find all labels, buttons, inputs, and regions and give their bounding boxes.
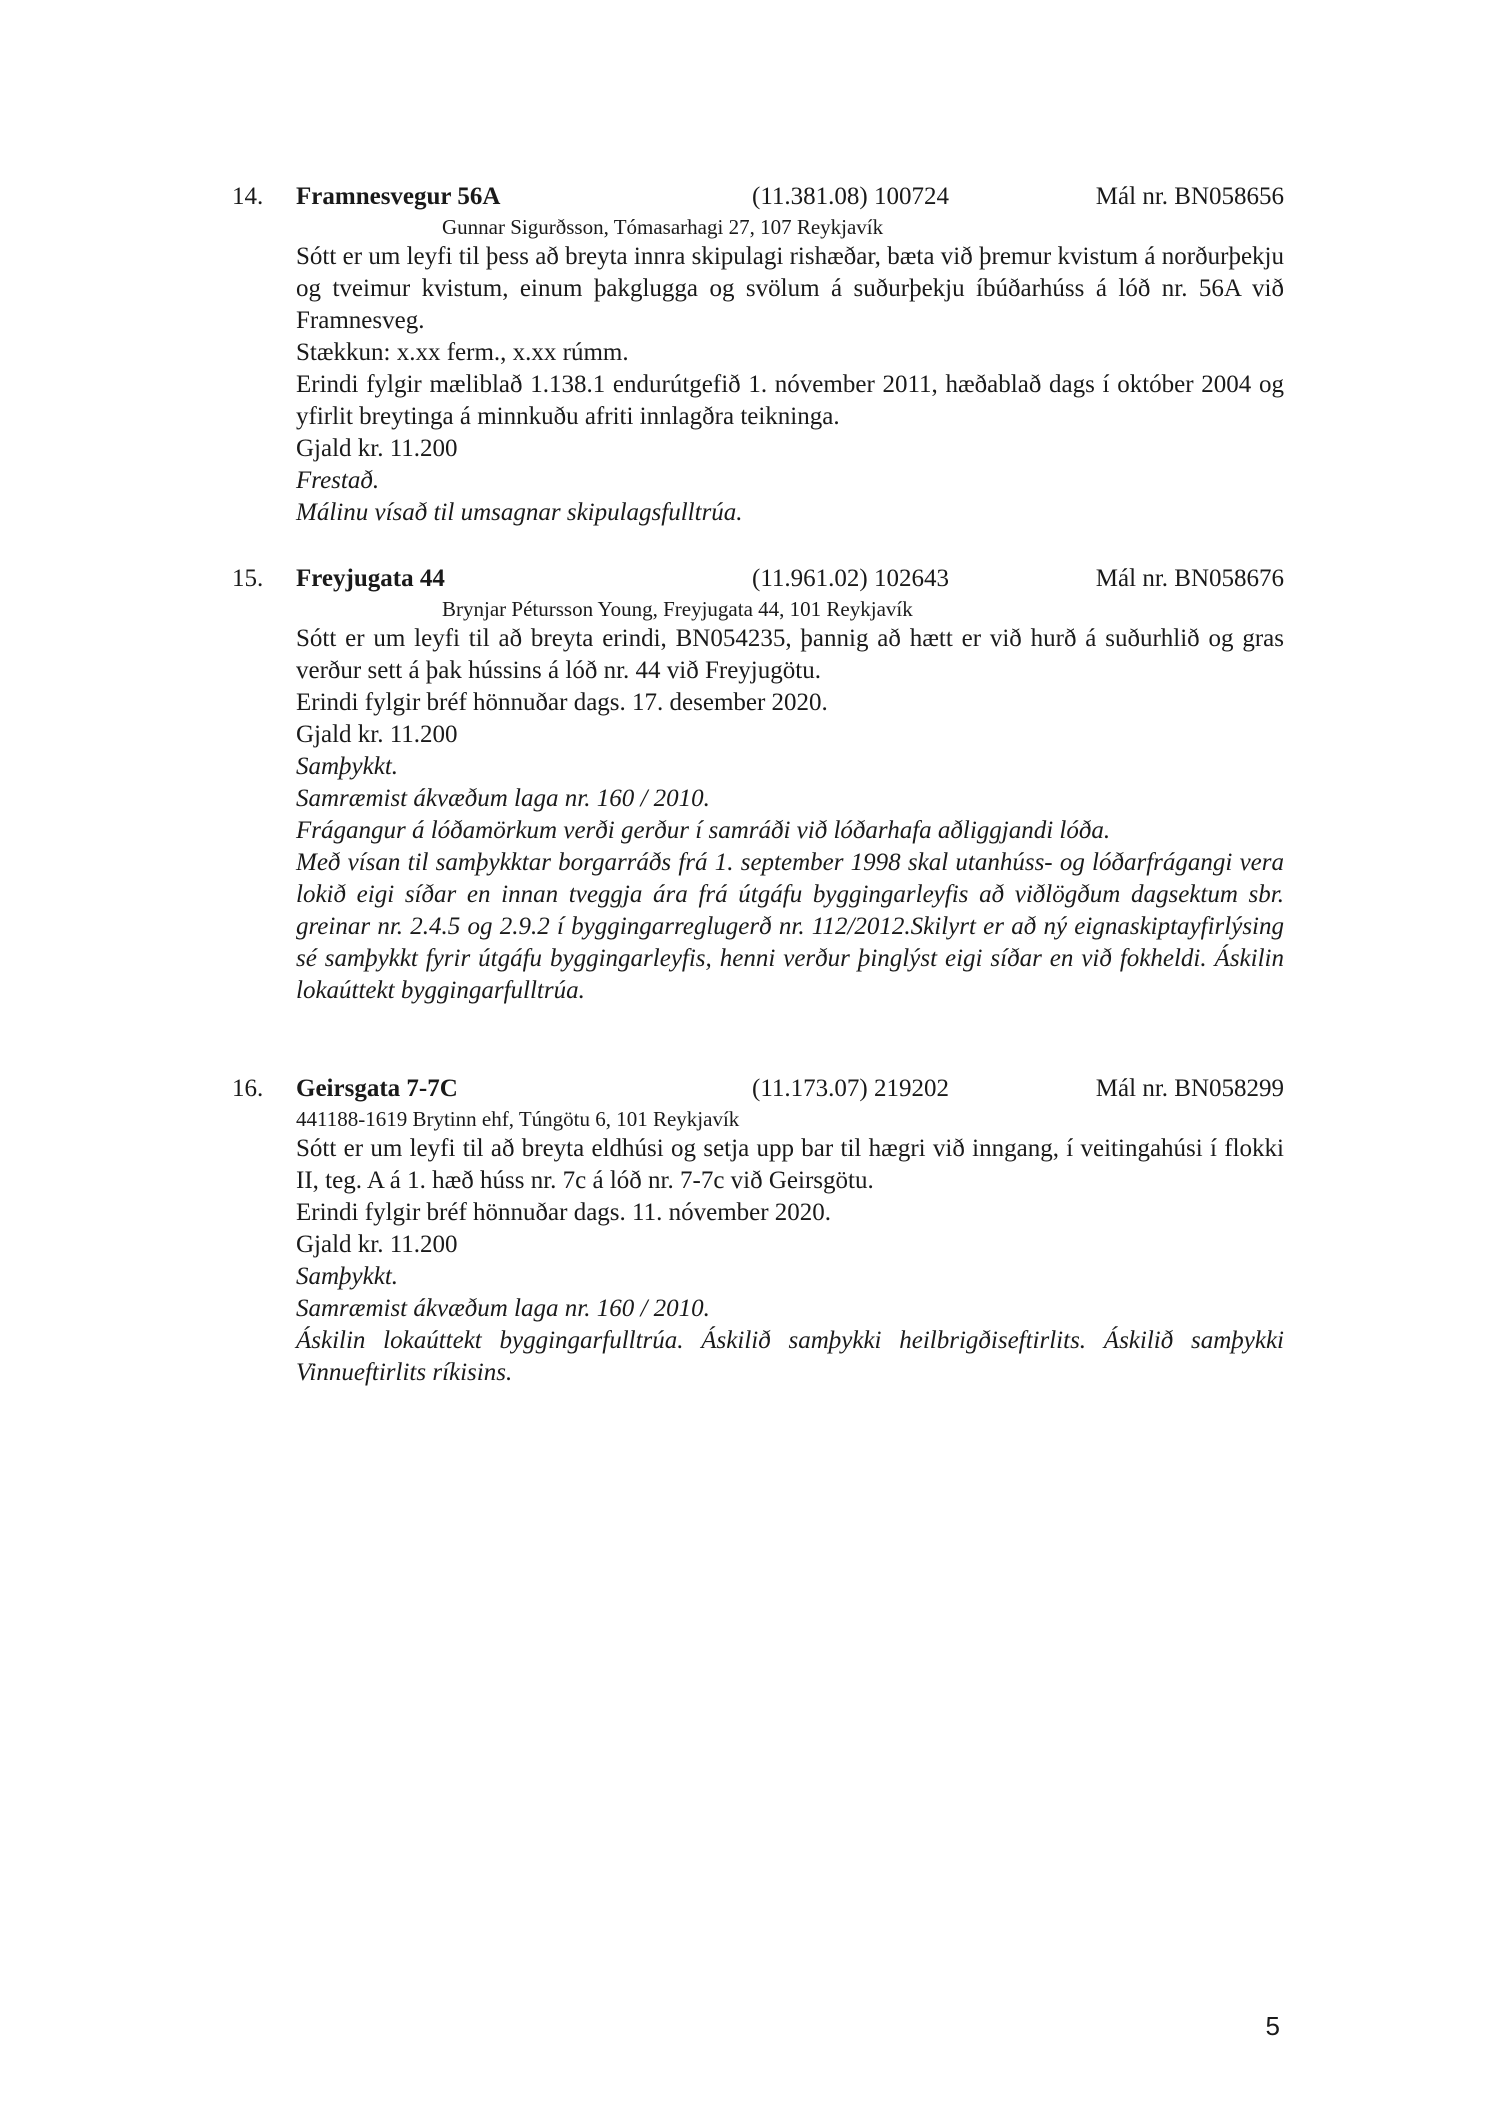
case-decision: Samþykkt.: [296, 1263, 399, 1290]
case-header: [232, 562, 1284, 596]
case-applicant: Gunnar Sigurðsson, Tómasarhagi 27, 107 Reykjavík: [442, 215, 884, 239]
case-15: [232, 562, 1284, 1007]
case-body: [296, 623, 1284, 1007]
case-decision: Frestað.: [296, 467, 380, 494]
case-fee: Gjald kr. 11.200: [296, 435, 458, 462]
case-description: Sótt er um leyfi til að breyta eldhúsi og setja upp bar til hægri við inngang, í veitingahúsi í flokki II, teg. A á 1. hæð húss nr. 7c á lóð nr. 7-7c við Geirsgötu.: [296, 1135, 1284, 1194]
page-number: 5: [1265, 2011, 1280, 2041]
case-applicant: 441188-1619 Brytinn ehf, Túngötu 6, 101 Reykjavík: [296, 1107, 740, 1131]
case-file-number: Mál nr. BN058676: [1095, 565, 1284, 592]
case-fee: Gjald kr. 11.200: [296, 721, 458, 748]
case-street: Freyjugata 44: [296, 565, 445, 592]
case-number: 15.: [232, 565, 264, 592]
case-law: Samræmist ákvæðum laga nr. 160 / 2010.: [296, 1295, 710, 1322]
case-number: 16.: [232, 1075, 264, 1102]
case-attachments: Erindi fylgir bréf hönnuðar dags. 17. desember 2020.: [296, 689, 828, 716]
case-number: 14.: [232, 183, 264, 210]
case-header: [232, 180, 1284, 214]
case-body: [296, 1133, 1284, 1389]
case-description: Sótt er um leyfi til að breyta erindi, BN054235, þannig að hætt er við hurð á suðurhlið og gras verður sett á þak hússins á lóð nr. 44 við Freyjugötu.: [296, 625, 1284, 684]
case-land-reference: (11.173.07) 219202: [752, 1075, 949, 1102]
case-16: [232, 1072, 1284, 1389]
case-applicant: Brynjar Pétursson Young, Freyjugata 44, 101 Reykjavík: [442, 597, 913, 621]
case-attachments: Erindi fylgir bréf hönnuðar dags. 11. nóvember 2020.: [296, 1199, 832, 1226]
case-street: Framnesvegur 56A: [296, 183, 501, 210]
case-condition: Frágangur á lóðamörkum verði gerður í samráði við lóðarhafa aðliggjandi lóða.: [296, 817, 1111, 844]
case-decision: Samþykkt.: [296, 753, 399, 780]
case-enlargement: Stækkun: x.xx ferm., x.xx rúmm.: [296, 339, 629, 366]
case-description: Sótt er um leyfi til þess að breyta innra skipulagi rishæðar, bæta við þremur kvistum á norðurþekju og tveimur kvistum, einum þakglugga og svölum á suðurþekju íbúðarhúss á lóð nr. 56A við Framnesveg.: [296, 243, 1284, 334]
case-header: [232, 1072, 1284, 1106]
case-condition: Með vísan til samþykktar borgarráðs frá 1. september 1998 skal utanhúss- og lóðarfrágangi vera lokið eigi síðar en innan tveggja ára frá útgáfu byggingarleyfis að viðlögðum dagsektum sbr. greinar nr. 2.4.5 og 2.9.2 í byggingarreglugerð nr. 112/2012.Skilyrt er að ný eignaskiptayfirlýsing sé samþykkt fyrir útgáfu byggingarleyfis, henni verður þinglýst eigi síðar en við fokheldi. Áskilin lokaúttekt byggingarfulltrúa.: [296, 849, 1284, 1004]
case-law: Samræmist ákvæðum laga nr. 160 / 2010.: [296, 785, 710, 812]
case-note: Málinu vísað til umsagnar skipulagsfulltrúa.: [296, 499, 743, 526]
case-condition: Áskilin lokaúttekt byggingarfulltrúa. Áskilið samþykki heilbrigðiseftirlits. Áskilið samþykki Vinnueftirlits ríkisins.: [296, 1327, 1284, 1386]
case-file-number: Mál nr. BN058656: [1095, 183, 1284, 210]
case-fee: Gjald kr. 11.200: [296, 1231, 458, 1258]
case-body: [296, 241, 1284, 529]
case-street: Geirsgata 7-7C: [296, 1075, 458, 1102]
case-land-reference: (11.381.08) 100724: [752, 183, 949, 210]
case-attachments: Erindi fylgir mæliblað 1.138.1 endurútgefið 1. nóvember 2011, hæðablað dags í október 2004 og yfirlit breytinga á minnkuðu afriti innlagðra teikninga.: [296, 371, 1284, 430]
case-land-reference: (11.961.02) 102643: [752, 565, 949, 592]
case-14: [232, 180, 1284, 529]
case-file-number: Mál nr. BN058299: [1095, 1075, 1284, 1102]
